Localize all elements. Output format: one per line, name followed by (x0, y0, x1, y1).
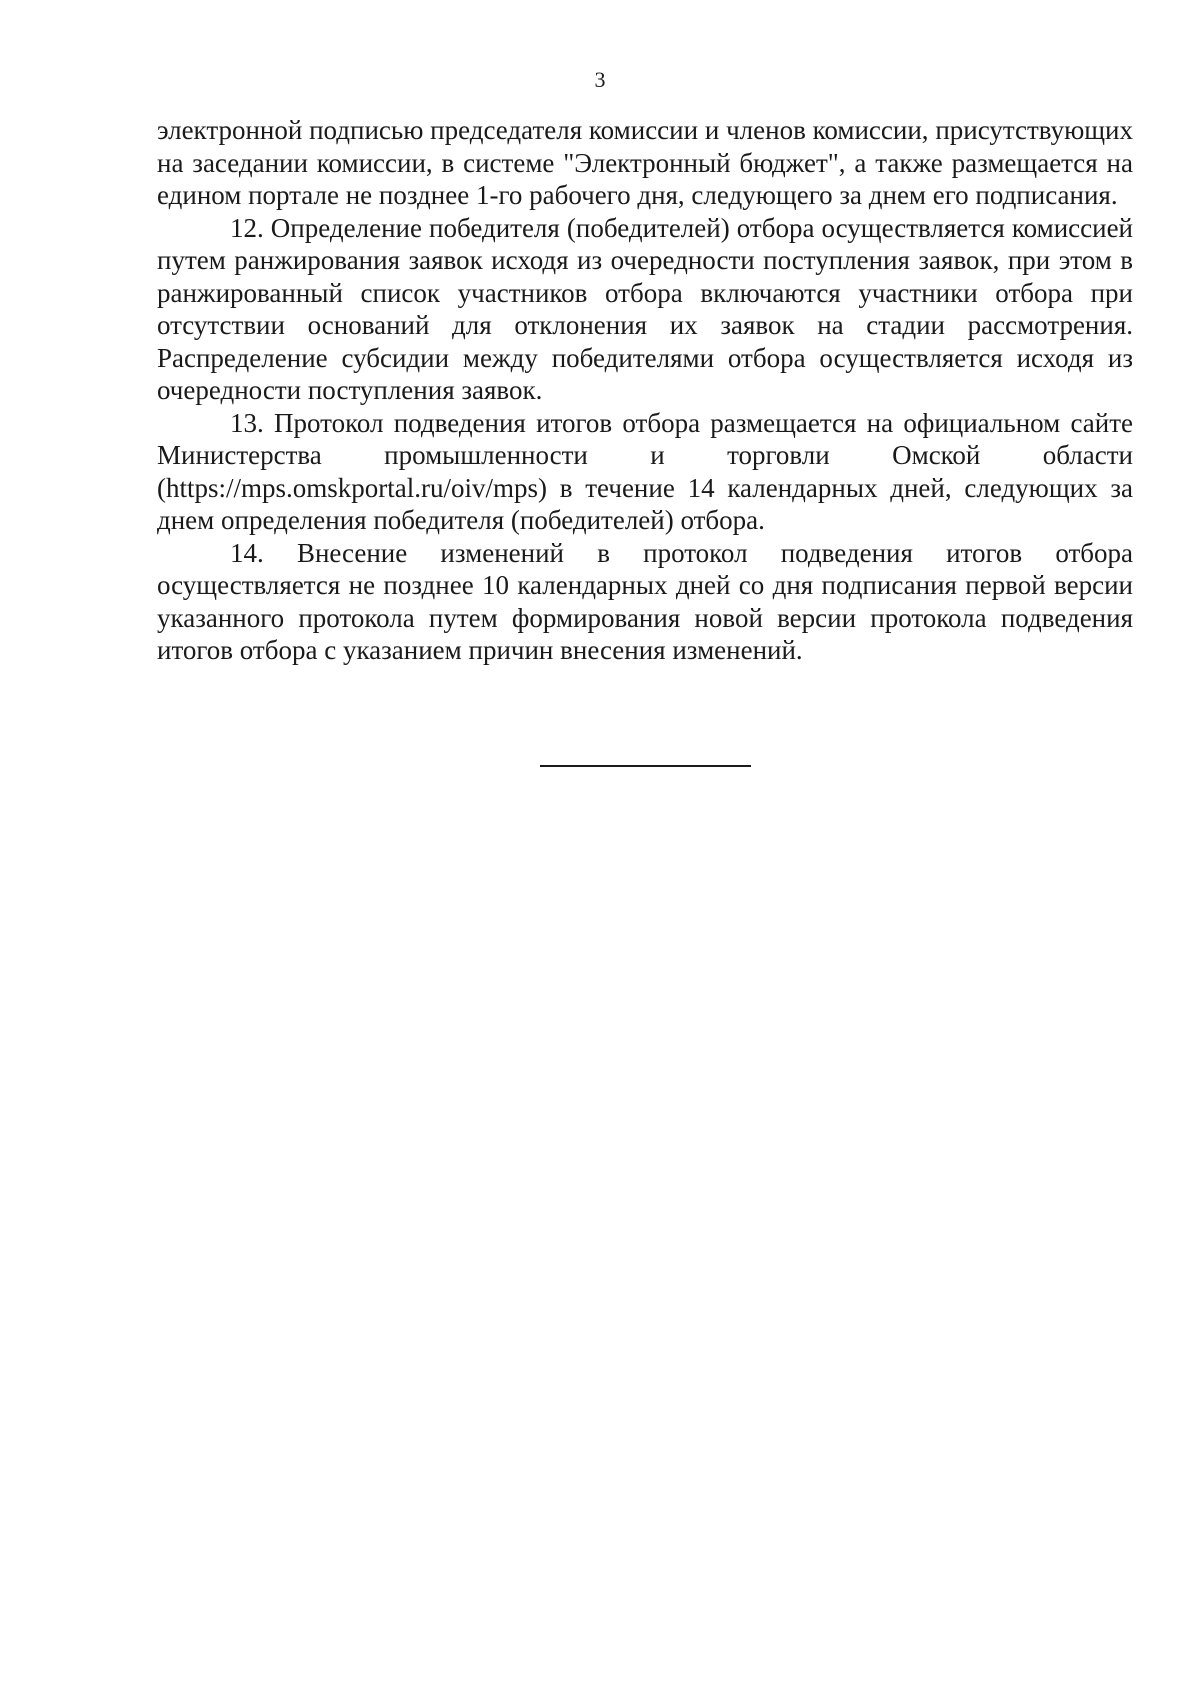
document-body (157, 114, 1133, 667)
paragraph-continuation: электронной подписью председателя комиссии и членов комиссии, присутствующих на заседании комиссии, в системе "Электронный бюджет", а также размещается на едином портале не позднее 1-го рабочего дня, следующего за днем его подписания. (157, 115, 1133, 210)
closing-divider (540, 765, 751, 767)
paragraph-item-13: 13. Протокол подведения итогов отбора размещается на официальном сайте Министерства промышленности и торговли Омской области (https://mps.omskportal.ru/oiv/mps) в течение 14 календарных дней, следующих за днем определения победителя (победителей) отбора. (157, 407, 1133, 535)
paragraph-item-12: 12. Определение победителя (победителей) отбора осуществляется комиссией путем ранжирования заявок исходя из очередности поступления заявок, при этом в ранжированный список участников отбора включаются участники отбора при отсутствии оснований для отклонения их заявок на стадии рассмотрения. Распределение субсидии между победителями отбора осуществляется исходя из очередности поступления заявок. (157, 212, 1133, 405)
page-number: 3 (594, 67, 606, 92)
paragraph-item-14: 14. Внесение изменений в протокол подведения итогов отбора осуществляется не позднее 10 календарных дней со дня подписания первой версии указанного протокола путем формирования новой версии протокола подведения итогов отбора с указанием причин внесения изменений. (157, 537, 1133, 665)
